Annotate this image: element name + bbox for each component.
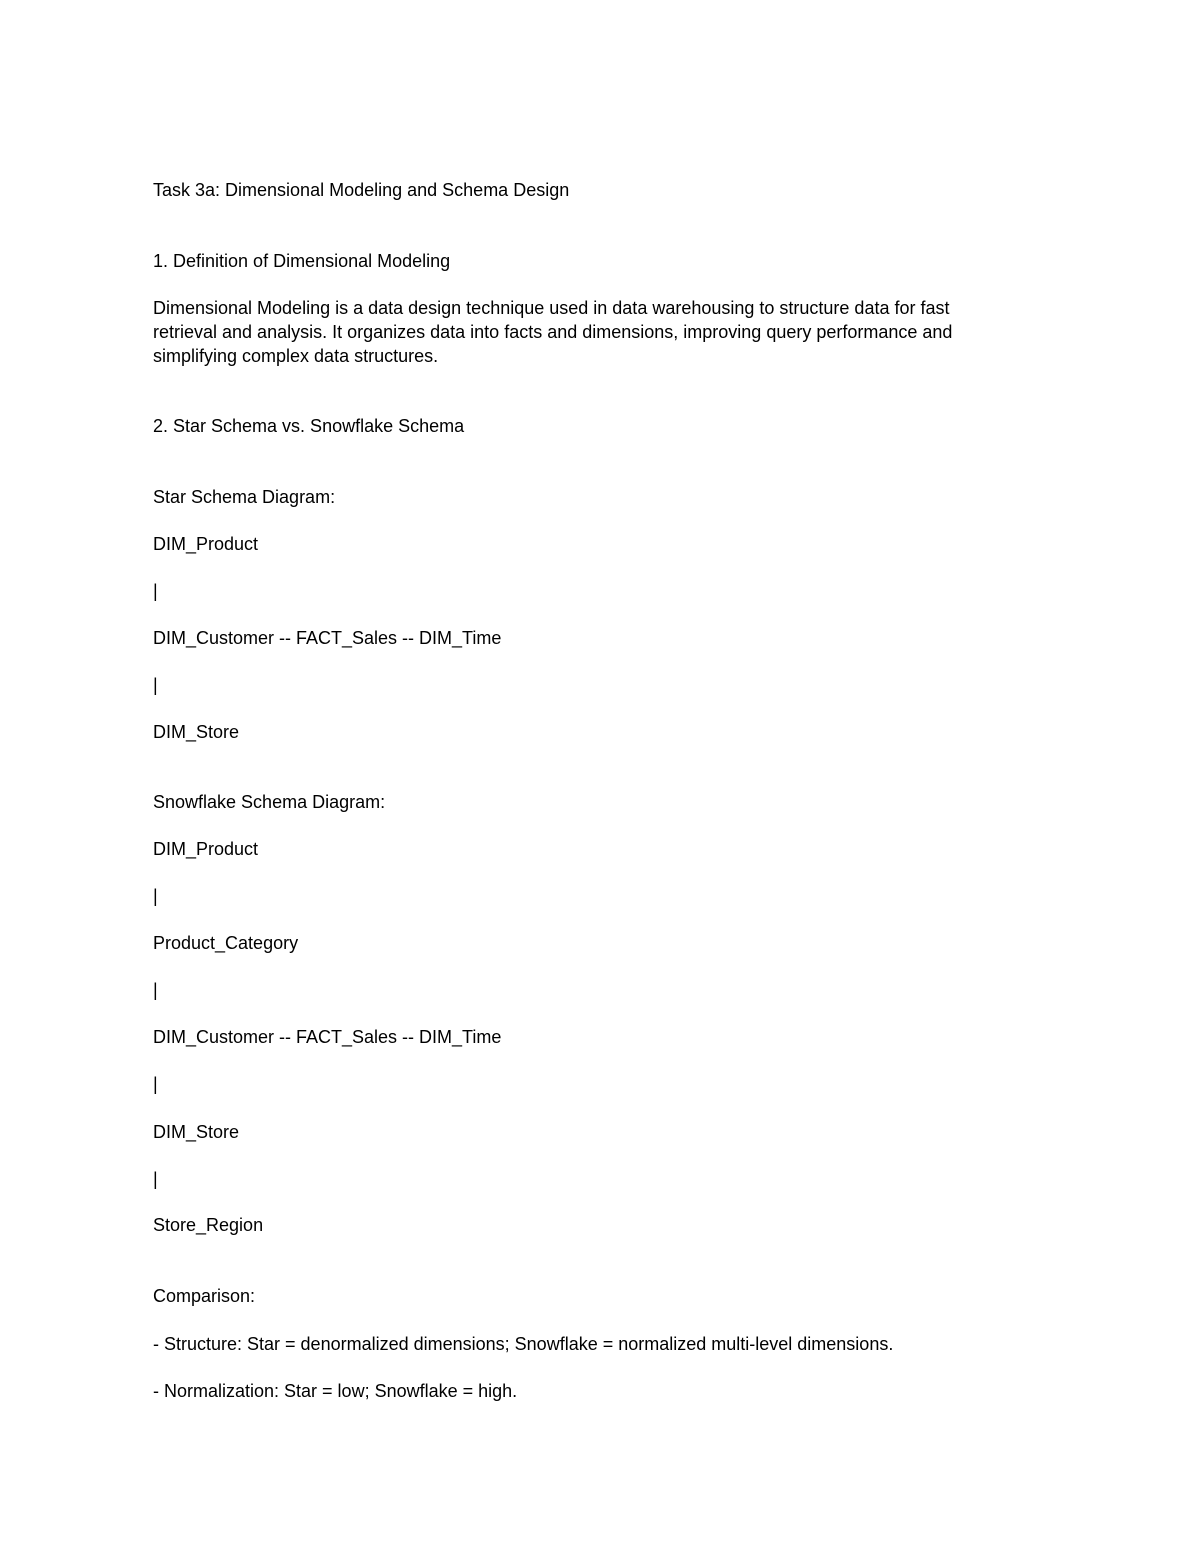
paragraph-line: retrieval and analysis. It organizes data into facts and dimensions, improving query performance and <box>153 322 953 342</box>
snowflake-diagram-line: Store_Region <box>153 1215 264 1235</box>
star-diagram-line: DIM_Product <box>153 534 259 554</box>
star-schema-label: Star Schema Diagram: <box>153 487 336 507</box>
snowflake-schema-label: Snowflake Schema Diagram: <box>153 792 386 812</box>
star-diagram-connector: | <box>153 675 158 695</box>
comparison-item: - Normalization: Star = low; Snowflake = high. <box>153 1381 518 1401</box>
paragraph-line: Dimensional Modeling is a data design technique used in data warehousing to structure data for fast <box>153 298 950 318</box>
star-diagram-line: DIM_Customer -- FACT_Sales -- DIM_Time <box>153 628 502 648</box>
comparison-label: Comparison: <box>153 1286 256 1306</box>
snowflake-diagram-connector: | <box>153 980 158 1000</box>
paragraph-line: simplifying complex data structures. <box>153 346 439 366</box>
section-1-heading: 1. Definition of Dimensional Modeling <box>153 251 451 271</box>
star-diagram-connector: | <box>153 581 158 601</box>
snowflake-diagram-line: DIM_Customer -- FACT_Sales -- DIM_Time <box>153 1027 502 1047</box>
snowflake-diagram-connector: | <box>153 1169 158 1189</box>
snowflake-diagram-connector: | <box>153 1074 158 1094</box>
definition-paragraph <box>153 296 1033 368</box>
document-title: Task 3a: Dimensional Modeling and Schema Design <box>153 180 570 200</box>
star-diagram-line: DIM_Store <box>153 722 240 742</box>
comparison-item: - Structure: Star = denormalized dimensions; Snowflake = normalized multi-level dimensions. <box>153 1334 894 1354</box>
snowflake-diagram-connector: | <box>153 886 158 906</box>
snowflake-diagram-line: DIM_Store <box>153 1122 240 1142</box>
snowflake-diagram-line: Product_Category <box>153 933 299 953</box>
snowflake-diagram-line: DIM_Product <box>153 839 259 859</box>
section-2-heading: 2. Star Schema vs. Snowflake Schema <box>153 416 465 436</box>
